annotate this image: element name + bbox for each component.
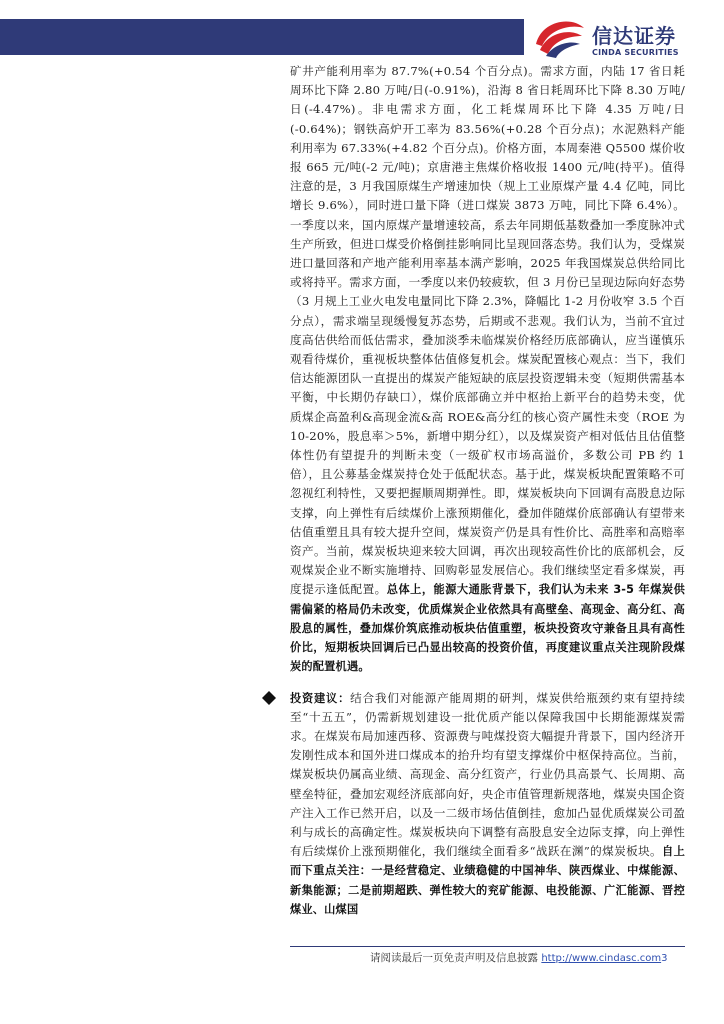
bold-text-run: 总体上，能源大通胀背景下，我们认为未来 3-5 年煤炭供需偏紧的格局仍未改变，优质煤炭企业依然具有高壁垒、高现金、高分红、高股息的属性，叠加煤价筑底推动板块估值重塑，板块投资攻守兼备且具有高性价比，短期板块回调后已凸显出较高的投资价值，再度建议重点关注现阶段煤炭的配置机遇。	[290, 583, 685, 674]
website-link[interactable]: http://www.cindasc.com	[541, 953, 662, 964]
header-banner	[0, 19, 524, 55]
footer-divider	[290, 946, 685, 947]
disclaimer-notice: 请阅读最后一页免责声明及信息披露	[370, 952, 538, 964]
market-analysis-paragraph	[290, 62, 685, 677]
bold-text-run: 投资建议：	[290, 691, 351, 705]
page-footer	[370, 950, 667, 965]
investment-advice-section	[290, 689, 685, 919]
logo-chinese-name: 信达证券	[592, 24, 676, 48]
cinda-logo	[532, 14, 722, 60]
bold-text-run: 自上而下重点关注：一是经营稳定、业绩稳健的中国神华、陕西煤业、中煤能源、新集能源；二是前期超跌、弹性较大的兖矿能源、电投能源、广汇能源、晋控煤业、山煤国	[290, 845, 685, 916]
cinda-logo-icon	[532, 14, 586, 60]
investment-advice-paragraph	[290, 689, 685, 919]
logo-english-name: CINDA SECURITIES	[592, 48, 679, 57]
page-number: 3	[661, 953, 668, 964]
text-run: 矿井产能利用率为 87.7%(+0.54 个百分点)。需求方面，内陆 17 省日耗周环比下降 2.80 万吨/日(-0.91%)，沿海 8 省日耗周环比下降 8.30 万吨/日(-4.47%)。非电需求方面，化工耗煤周环比下降 4.35 万吨/日(-0.64%)；钢铁高炉开工率为 83.56%(+0.28 个百分点)；水泥熟料产能利用率为 67.33%(+4.82 个百分点)。价格方面，本周秦港 Q5500 煤价收报 665 元/吨(-2 元/吨)；京唐港主焦煤价格收报 1400 元/吨(持平)。值得注意的是，3 月我国原煤生产增速加快（规上工业原煤产量 4.4 亿吨，同比增长 9.6%），同时进口量下降（进口煤炭 3873 万吨，同比下降 6.4%）。一季度以来，国内原煤产量增速较高，系去年同期低基数叠加一季度脉冲式生产所致，但进口煤受价格倒挂影响同比呈现回落态势。我们认为，受煤炭进口量回落和产地产能利用率基本满产影响，2025 年我国煤炭总供给同比或将持平。需求方面，一季度以来仍较疲软，但 3 月份已呈现边际向好态势（3 月规上工业火电发电量同比下降 2.3%，降幅比 1-2 月份收窄 3.5 个百分点），需求端呈现缓慢复苏态势，后期或不悲观。我们认为，当前不宜过度高估供给而低估需求，叠加淡季未临煤炭价格经历底部确认，应当谨慎乐观看待煤价，重视板块整体估值修复机会。煤炭配置核心观点：当下，我们信达能源团队一直提出的煤炭产能短缺的底层投资逻辑未变（短期供需基本平衡，中长期仍存缺口），煤价底部确立并中枢抬上新平台的趋势未变，优质煤企高盈利&高现金流&高 ROE&高分红的核心资产属性未变（ROE 为 10-20%，股息率＞5%，新增中期分红），以及煤炭资产相对低估且估值整体性仍有望提升的判断未变（一级矿权市场高溢价，多数公司 PB 约 1 倍），且公募基金煤炭持仓处于低配状态。基于此，煤炭板块配置策略不可忽视红利特性，又要把握顺周期弹性。即，煤炭板块向下回调有高股息边际支撑，向上弹性有后续煤价上涨预期催化，叠加伴随煤价底部确认有望带来估值重塑且具有较大提升空间，煤炭资产仍是具有性价比、高胜率和高赔率资产。当前，煤炭板块迎来较大回调，再次出现较高性价比的底部机会，反观煤炭企业不断实施增持、回购彰显发展信心。我们继续坚定看多煤炭，再度提示逢低配置。	[290, 64, 685, 597]
diamond-bullet-icon	[262, 691, 276, 705]
text-run: 结合我们对能源产能周期的研判，煤炭供给瓶颈约束有望持续至“十五五”，仍需新规划建设一批优质产能以保障我国中长期能源煤炭需求。在煤炭布局加速西移、资源费与吨煤投资大幅提升背景下，国内经济开发刚性成本和国外进口煤成本的抬升均有望支撑煤价中枢保持高位。当前，煤炭板块仍属高业绩、高现金、高分红资产，行业仍具高景气、长周期、高壁垒特征，叠加宏观经济底部向好，央企市值管理新规落地，煤炭央国企资产注入工作已然开启，以及一二级市场估值倒挂，愈加凸显优质煤炭公司盈利与成长的高确定性。煤炭板块向下调整有高股息安全边际支撑，向上弹性有后续煤价上涨预期催化，我们继续全面看多“战跃在渊”的煤炭板块。	[290, 690, 685, 859]
report-body	[290, 62, 685, 919]
